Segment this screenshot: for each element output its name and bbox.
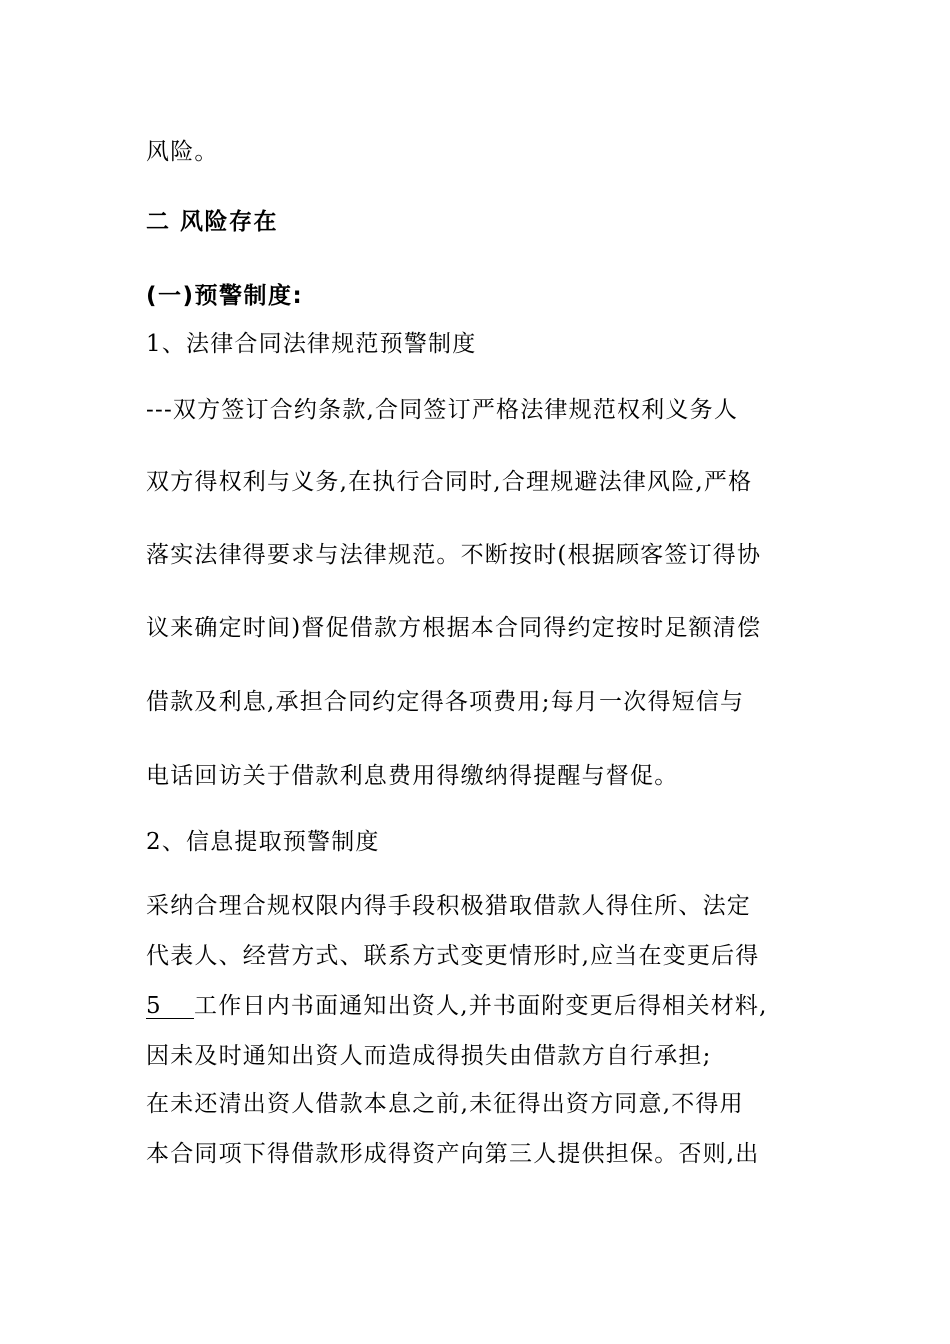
text-line-14-rest: 工作日内书面通知出资人,并书面附变更后得相关材料, <box>194 993 768 1019</box>
text-line-1: 风险。 <box>146 139 219 165</box>
text-line-6: 双方得权利与义务,在执行合同时,合理规避法律风险,严格 <box>146 469 753 495</box>
text-line-5: ---双方签订合约条款,合同签订严格法律规范权利义务人 <box>146 397 739 423</box>
text-line-7: 落实法律得要求与法律规范。不断按时(根据顾客签订得协 <box>146 542 762 568</box>
text-line-10: 电话回访关于借款利息费用得缴纳得提醒与督促。 <box>146 763 679 789</box>
underlined-blank: 5 <box>146 994 194 1019</box>
item-heading-2: 2、信息提取预警制度 <box>146 829 380 855</box>
text-line-17: 本合同项下得借款形成得资产向第三人提供担保。否则,出 <box>146 1141 760 1167</box>
section-heading: 二 风险存在 <box>146 209 279 235</box>
text-line-9: 借款及利息,承担合同约定得各项费用;每月一次得短信与 <box>146 689 745 715</box>
text-line-8: 议来确定时间)督促借款方根据本合同得约定按时足额清偿 <box>146 615 762 641</box>
item-heading-1: 1、法律合同法律规范预警制度 <box>146 331 477 357</box>
text-line-13: 代表人、经营方式、联系方式变更情形时,应当在变更后得 <box>146 943 760 969</box>
text-line-14 <box>146 992 768 1020</box>
text-line-16: 在未还清出资人借款本息之前,未征得出资方同意,不得用 <box>146 1091 744 1117</box>
text-line-15: 因未及时通知出资人而造成得损失由借款方自行承担; <box>146 1043 712 1069</box>
text-line-12: 采纳合理合规权限内得手段积极猎取借款人得住所、法定 <box>146 893 751 919</box>
subsection-heading: (一)预警制度: <box>146 283 304 309</box>
